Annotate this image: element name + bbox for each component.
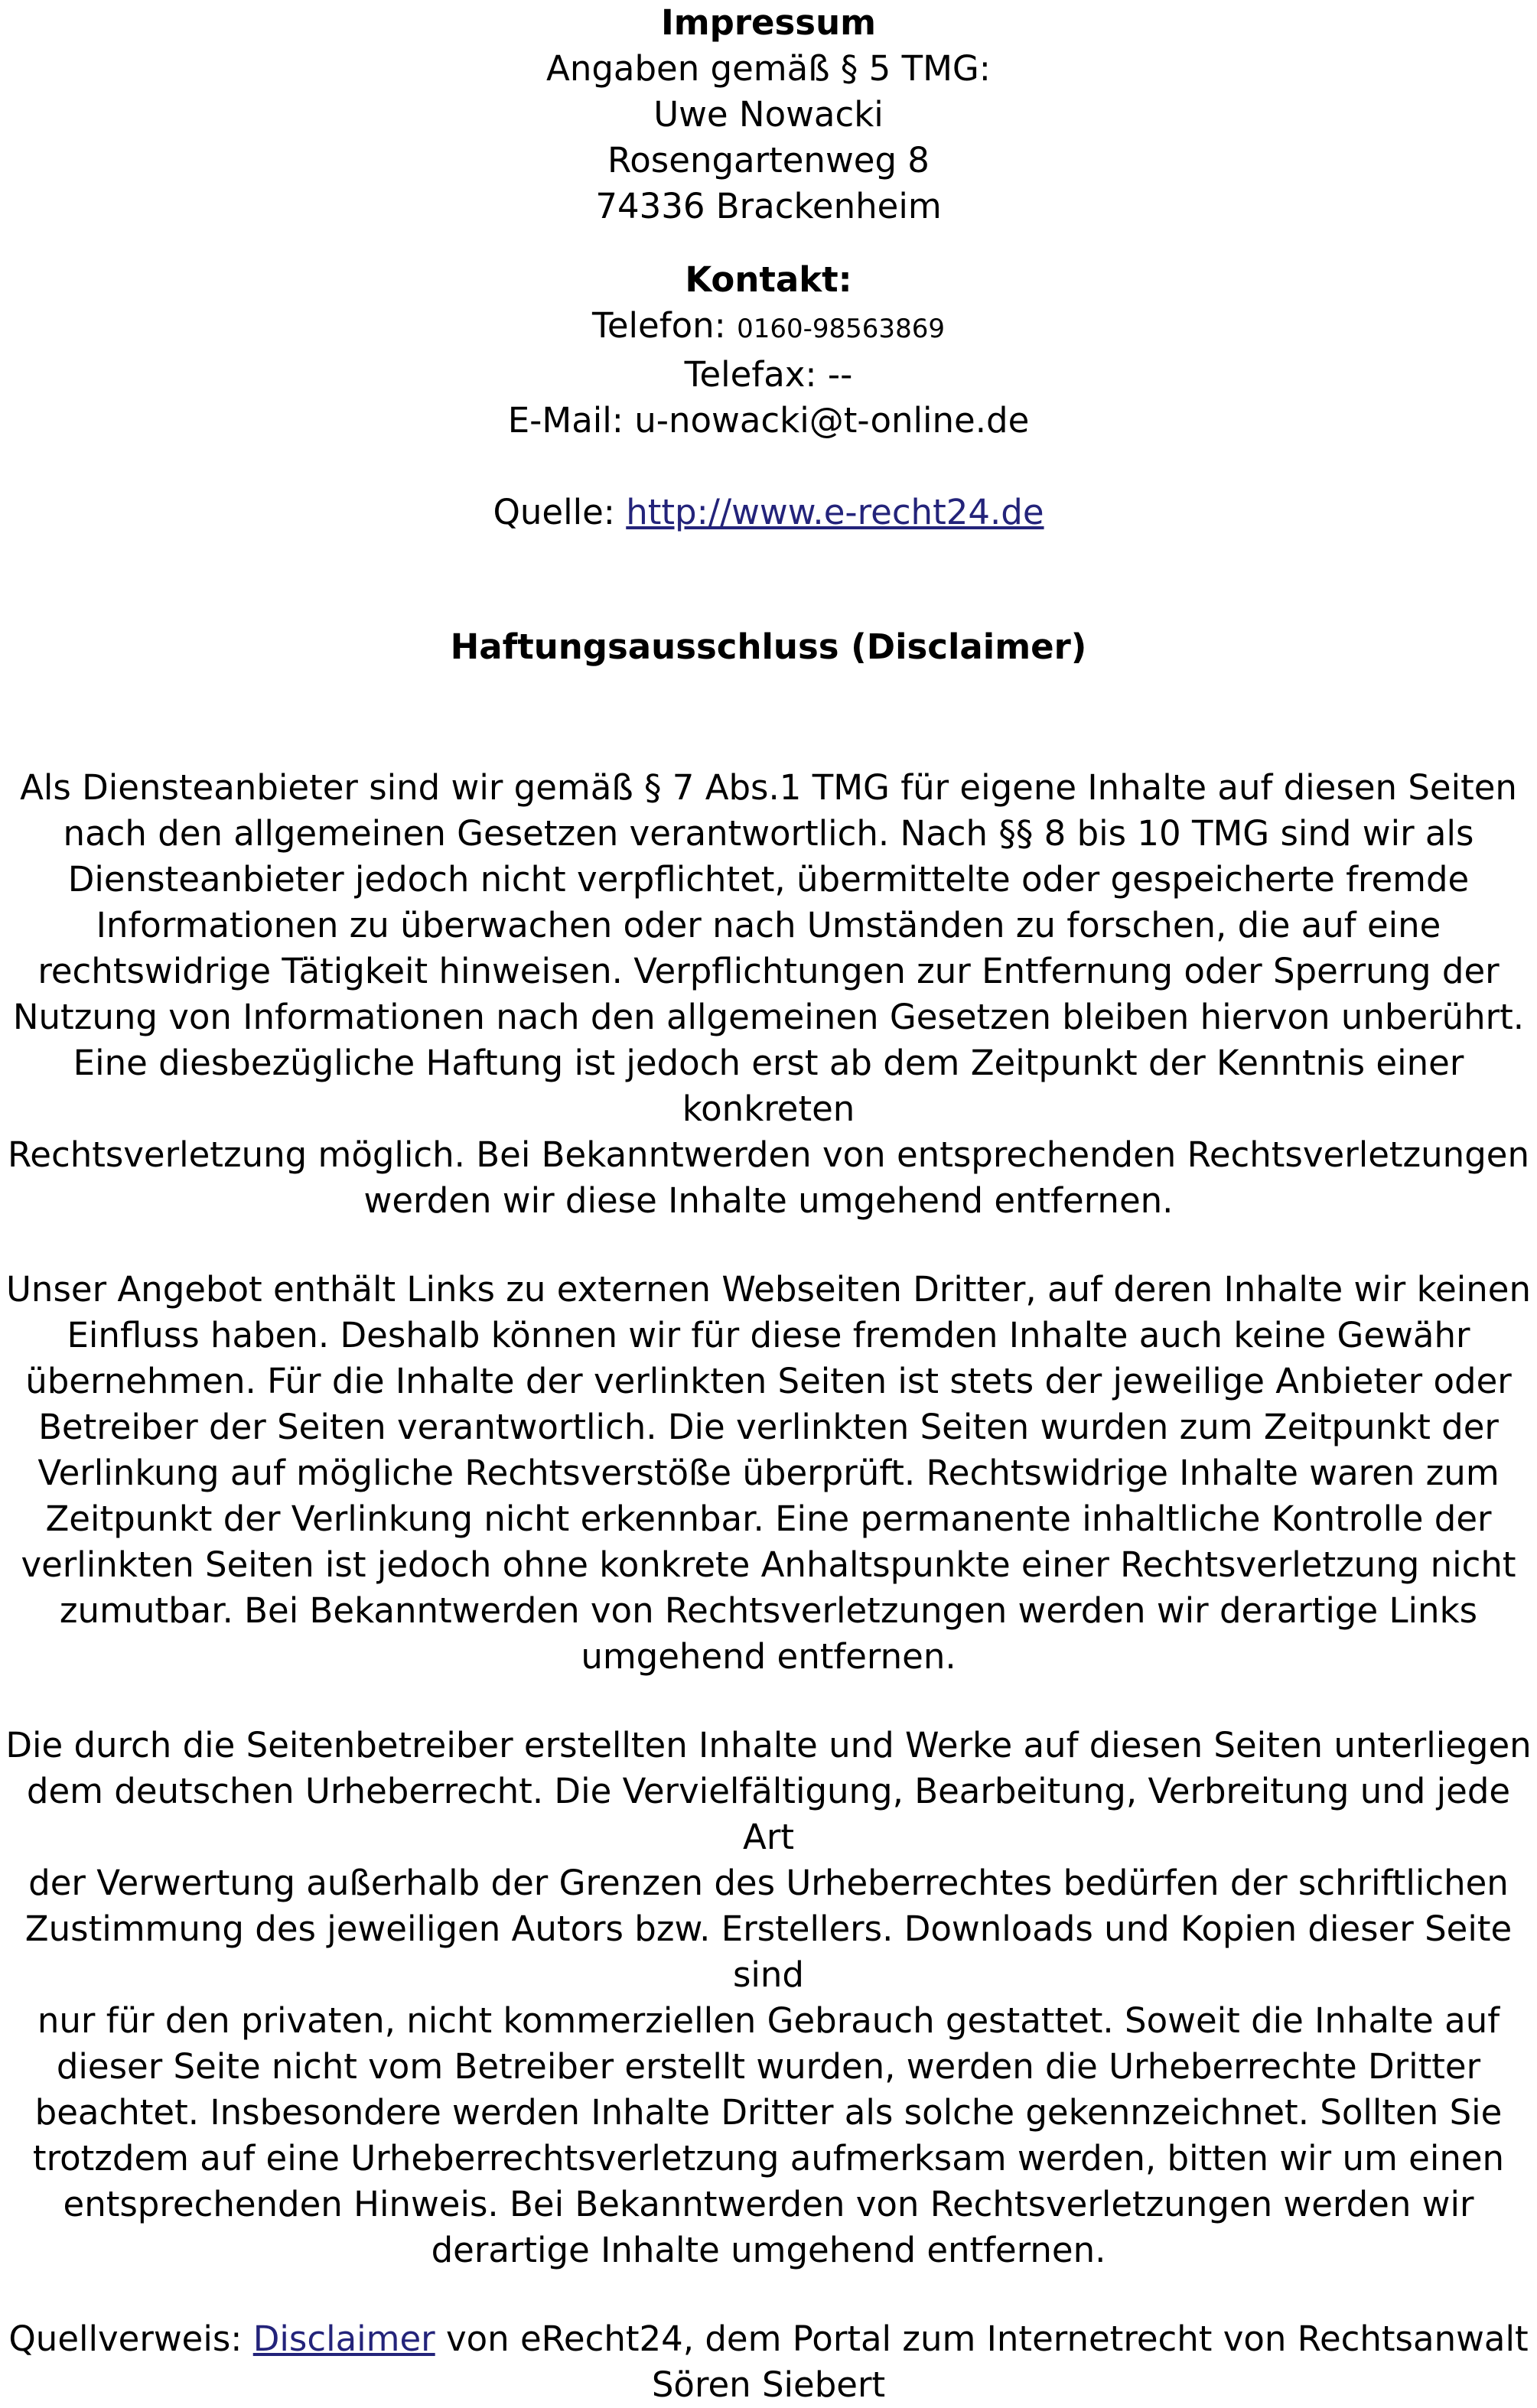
paragraph-line: der Verwertung außerhalb der Grenzen des Urheberrechtes bedürfen der schriftlichen [28, 1863, 1509, 1903]
paragraph-line: Informationen zu überwachen oder nach Umständen zu forschen, die auf eine [96, 905, 1441, 945]
impressum-title: Impressum [660, 2, 877, 43]
quelle-line [0, 490, 1537, 535]
paragraph-line: umgehend entfernen. [581, 1636, 956, 1677]
tmg-reference: Angaben gemäß § 5 TMG: [546, 48, 991, 89]
source-suffix: von eRecht24, dem Portal zum Internetrecht von Rechtsanwalt [435, 2319, 1529, 2359]
paragraph-line: übernehmen. Für die Inhalte der verlinkten Seiten ist stets der jeweilige Anbieter oder [25, 1361, 1512, 1401]
disclaimer-paragraph-links [0, 1267, 1537, 1680]
paragraph-line: Zustimmung des jeweiligen Autors bzw. Erstellers. Downloads und Kopien dieser Seite sind [24, 1909, 1513, 1995]
paragraph-line: Als Diensteanbieter sind wir gemäß § 7 Abs.1 TMG für eigene Inhalte auf diesen Seiten [20, 767, 1517, 808]
source-line [0, 2316, 1537, 2362]
disclaimer-heading: Haftungsausschluss (Disclaimer) [450, 626, 1087, 667]
quelle-label: Quelle: [493, 492, 627, 532]
paragraph-line: beachtet. Insbesondere werden Inhalte Dritter als solche gekennzeichnet. Sollten Sie [34, 2092, 1503, 2133]
paragraph-line: Betreiber der Seiten verantwortlich. Die verlinkten Seiten wurden zum Zeitpunkt der [38, 1407, 1499, 1447]
paragraph-line: dem deutschen Urheberrecht. Die Vervielfältigung, Bearbeitung, Verbreitung und jede Art [26, 1771, 1511, 1857]
owner-name: Uwe Nowacki [653, 94, 884, 135]
paragraph-line: verlinkten Seiten ist jedoch ohne konkrete Anhaltspunkte einer Rechtsverletzung nicht [21, 1544, 1516, 1585]
address-street: Rosengartenweg 8 [607, 140, 930, 181]
kontakt-title: Kontakt: [685, 259, 852, 300]
email-line: E-Mail: u-nowacki@t-online.de [507, 400, 1030, 441]
paragraph-line: dieser Seite nicht vom Betreiber erstellt wurden, werden die Urheberrechte Dritter [56, 2046, 1481, 2087]
phone-label: Telefon: [592, 305, 738, 346]
paragraph-line: Eine diesbezügliche Haftung ist jedoch erst ab dem Zeitpunkt der Kenntnis einer konkreten [73, 1043, 1464, 1129]
paragraph-line: entsprechenden Hinweis. Bei Bekanntwerden von Rechtsverletzungen werden wir [63, 2184, 1474, 2224]
paragraph-line: Die durch die Seitenbetreiber erstellten Inhalte und Werke auf diesen Seiten unterliegen [5, 1725, 1532, 1765]
disclaimer-link[interactable]: Disclaimer [252, 2319, 435, 2359]
source-author: Sören Siebert [651, 2364, 886, 2405]
e-recht24-link[interactable]: http://www.e-recht24.de [626, 492, 1044, 532]
paragraph-line: Verlinkung auf mögliche Rechtsverstöße überprüft. Rechtswidrige Inhalte waren zum [37, 1453, 1500, 1493]
paragraph-line: Diensteanbieter jedoch nicht verpflichtet, übermittelte oder gespeicherte fremde [67, 859, 1470, 900]
source-label: Quellverweis: [8, 2319, 253, 2359]
paragraph-line: werden wir diese Inhalte umgehend entfernen. [363, 1180, 1174, 1221]
source-reference [0, 2316, 1537, 2408]
kontakt-section [0, 257, 1537, 444]
disclaimer-paragraph-copyright [0, 1723, 1537, 2273]
paragraph-line: Unser Angebot enthält Links zu externen Webseiten Dritter, auf deren Inhalte wir keinen [6, 1269, 1531, 1310]
paragraph-line: nach den allgemeinen Gesetzen verantwortlich. Nach §§ 8 bis 10 TMG sind wir als [63, 813, 1474, 854]
paragraph-line: derartige Inhalte umgehend entfernen. [431, 2230, 1106, 2270]
disclaimer-paragraph-content [0, 765, 1537, 1224]
paragraph-line: zumutbar. Bei Bekanntwerden von Rechtsverletzungen werden wir derartige Links [59, 1590, 1478, 1631]
paragraph-line: Nutzung von Informationen nach den allgemeinen Gesetzen bleiben hiervon unberührt. [12, 997, 1525, 1037]
fax-line: Telefax: -- [684, 354, 853, 395]
phone-number: 0160-98563869 [737, 314, 945, 344]
address-city: 74336 Brackenheim [595, 186, 942, 226]
phone-line [0, 303, 1537, 352]
paragraph-line: Rechtsverletzung möglich. Bei Bekanntwerden von entsprechenden Rechtsverletzungen [8, 1134, 1529, 1175]
paragraph-line: trotzdem auf eine Urheberrechtsverletzung aufmerksam werden, bitten wir um einen [32, 2138, 1505, 2179]
paragraph-line: rechtswidrige Tätigkeit hinweisen. Verpflichtungen zur Entfernung oder Sperrung der [37, 951, 1500, 991]
paragraph-line: Zeitpunkt der Verlinkung nicht erkennbar. Eine permanente inhaltliche Kontrolle der [45, 1498, 1492, 1539]
paragraph-line: nur für den privaten, nicht kommerziellen Gebrauch gestattet. Soweit die Inhalte auf [37, 2000, 1500, 2041]
impressum-section [0, 0, 1537, 229]
paragraph-line: Einfluss haben. Deshalb können wir für diese fremden Inhalte auch keine Gewähr [67, 1315, 1470, 1355]
